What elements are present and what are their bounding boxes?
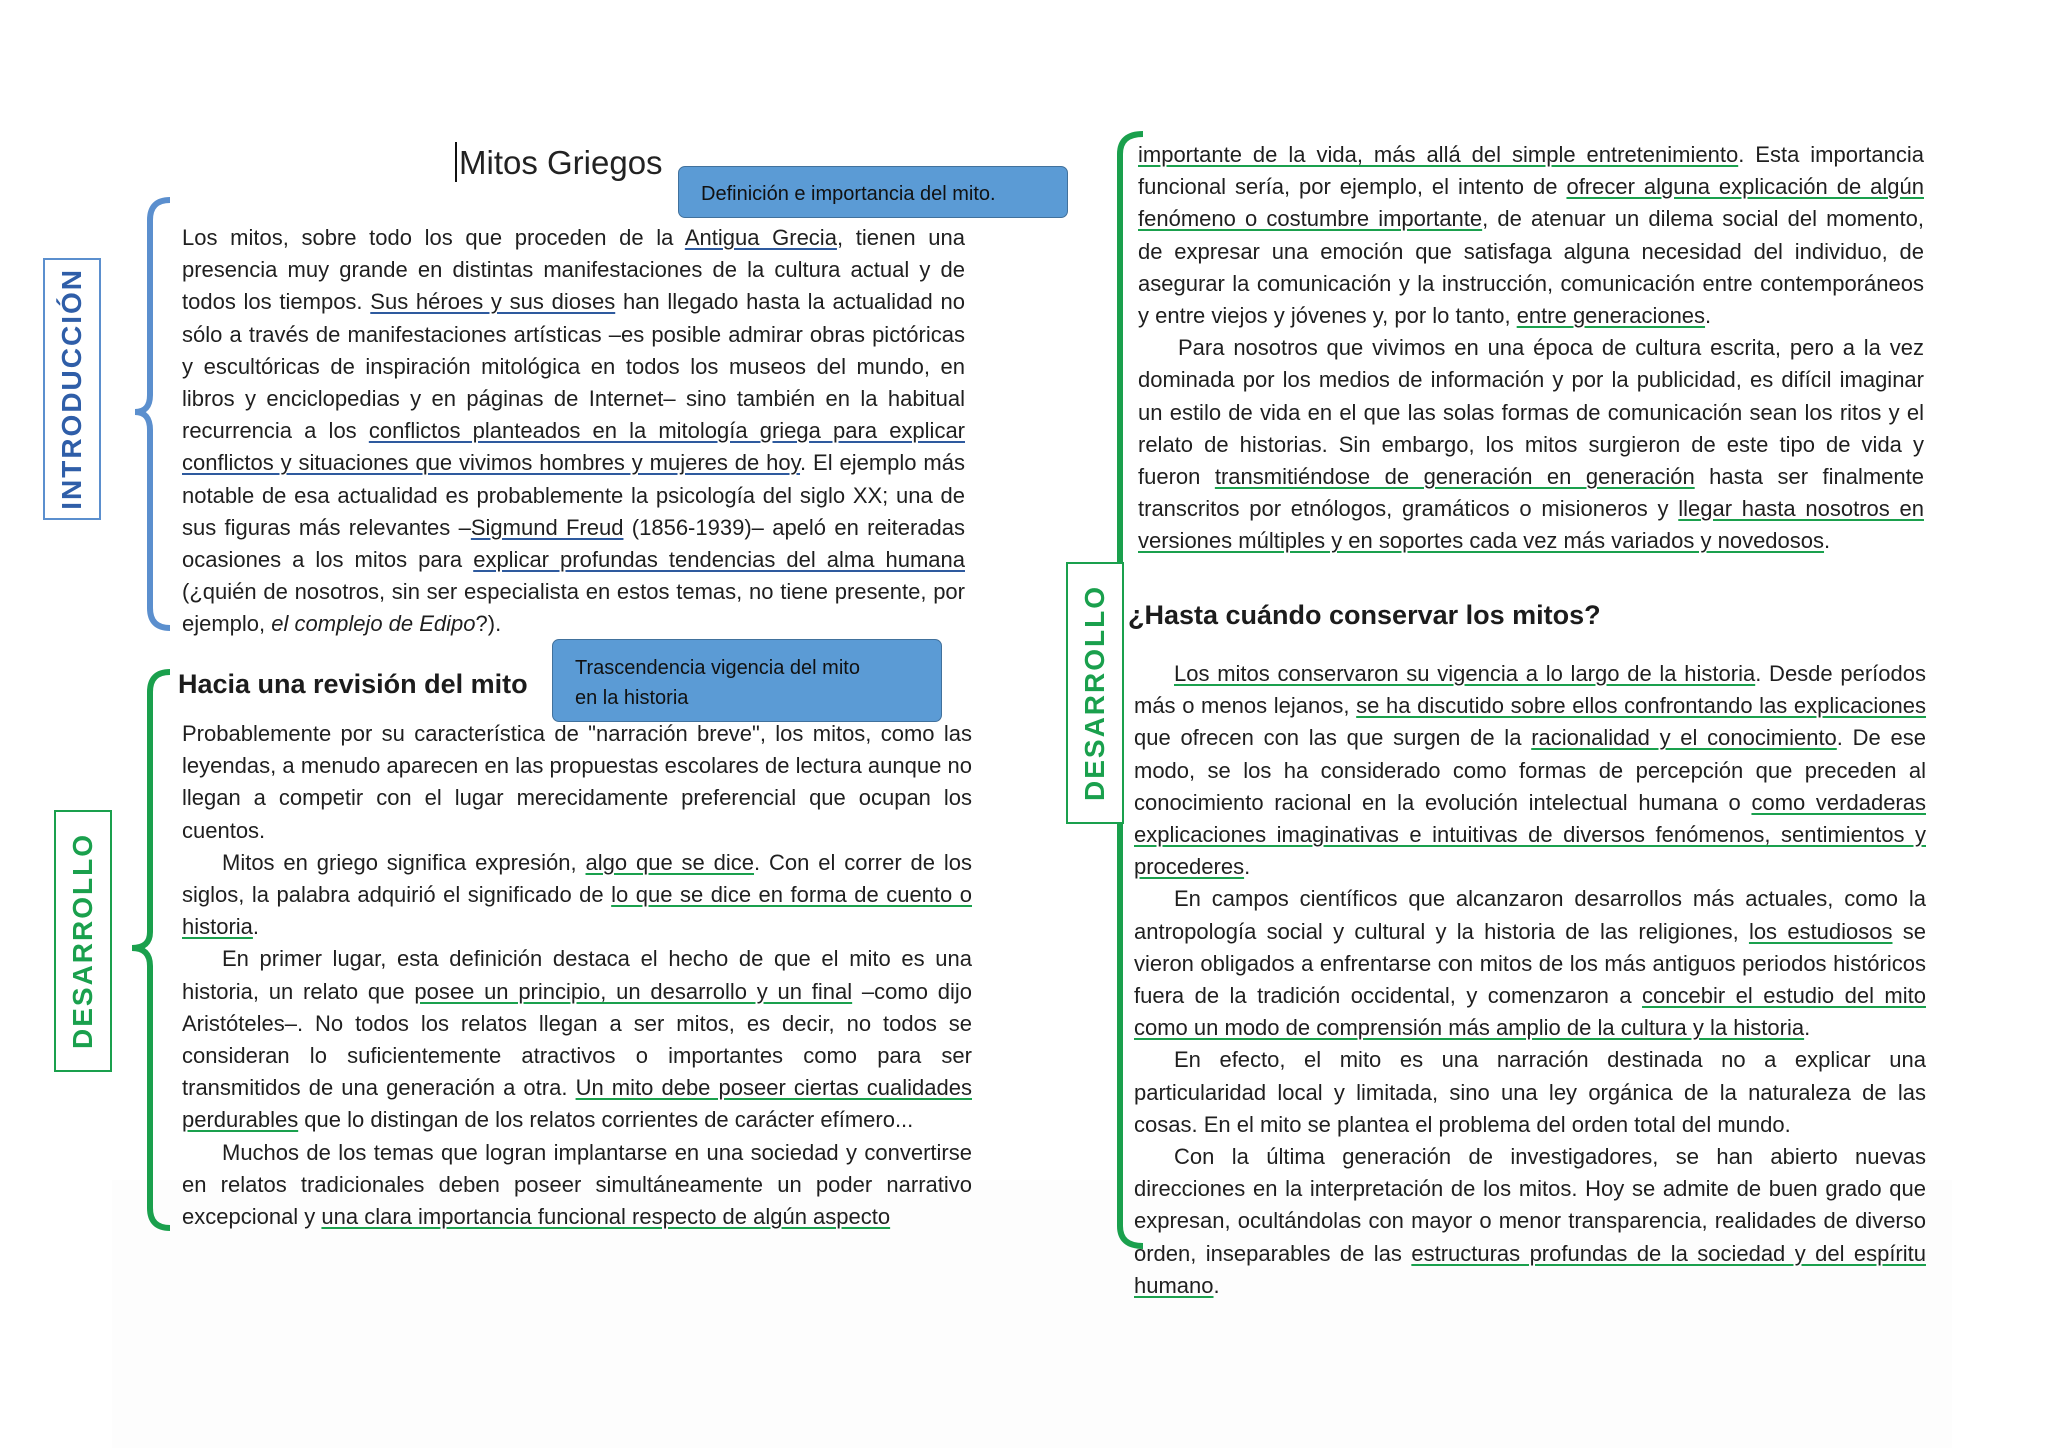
right-bottom-block bbox=[1134, 658, 1926, 1302]
right-paragraph-4: En campos científicos que alcanzaron desarrollos más actuales, como la antropología social y cultural y la historia de las religiones, los estudiosos se vieron obligados a enfrentarse con mitos de los más antiguos periodos históricos fuera de la tradición occidental, y comenzaron a concebir el estudio del mito como un modo de comprensión más amplio de la cultura y la historia. bbox=[1134, 886, 1926, 1041]
underline-conflictos: conflictos planteados en la mitología griega para explicar conflictos y situaciones que vivimos hombres y mujeres de hoy bbox=[182, 418, 965, 476]
underline-heroes-dioses: Sus héroes y sus dioses bbox=[370, 289, 616, 315]
intro-text-block bbox=[182, 222, 965, 641]
callout-definicion bbox=[678, 166, 1068, 218]
underline-antigua-grecia: Antigua Grecia bbox=[684, 225, 837, 250]
right-paragraph-6: Con la última generación de investigadores, se han abierto nuevas direcciones en la interpretación de los mitos. Hoy se admite de buen grado que expresan, ocultándolas con mayor o menor transparencia, realidades de diverso orden, inseparables de las estructuras profundas de la sociedad y del espíritu humano. bbox=[1134, 1144, 1926, 1298]
underline-transmitiendose: transmitiéndose de generación en generación bbox=[1214, 464, 1695, 490]
underline-importante-vida: importante de la vida, más allá del simple entretenimiento bbox=[1138, 142, 1739, 167]
right-paragraph-1: importante de la vida, más allá del simple entretenimiento. Esta importancia funcional sería, por ejemplo, el intento de ofrecer alguna explicación de algún fenómeno o costumbre importante, de atenuar un dilema social del momento, de expresar una emoción que satisfaga alguna necesidad del individuo, de asegurar la comunicación y la instrucción, comunicación entre contemporáneos y entre viejos y jóvenes y, por lo tanto, entre generaciones. bbox=[1138, 142, 1925, 329]
left-desarrollo-block bbox=[182, 718, 972, 1233]
underline-estructuras-profundas: estructuras profundas de la sociedad y del espíritu humano bbox=[1134, 1240, 1926, 1298]
edipo-emphasis: el complejo de Edipo bbox=[271, 611, 476, 637]
left-paragraph-1: Probablemente por su característica de "narración breve", los mitos, como las leyendas, a menudo aparecen en las propuestas escolares de lectura aunque no llegan a competir con el lugar merecidamente preferencial que ocupan los cuentos. bbox=[182, 721, 972, 843]
underline-explicaciones-imaginativas: como verdaderas explicaciones imaginativas e intuitivas de diversos fenómenos, sentimientos y procederes bbox=[1134, 789, 1926, 880]
callout-definicion-text: Definición e importancia del mito. bbox=[701, 183, 996, 205]
introduccion-label: INTRODUCCIÓN bbox=[43, 258, 101, 520]
underline-principio-final: posee un principio, un desarrollo y un final bbox=[414, 978, 853, 1004]
desarrollo-left-bracket bbox=[132, 672, 170, 1228]
callout-trascendencia-line1: Trascendencia vigencia del mito bbox=[575, 657, 860, 679]
callout-trascendencia bbox=[552, 639, 942, 722]
desarrollo-left-label: DESARROLLO bbox=[54, 810, 112, 1072]
underline-cualidades-perdurables: Un mito debe poseer ciertas cualidades perdurables bbox=[182, 1075, 972, 1133]
desarrollo-right-label: DESARROLLO bbox=[1066, 562, 1124, 824]
left-paragraph-2: Mitos en griego significa expresión, algo que se dice. Con el correr de los siglos, la palabra adquirió el significado de lo que se dice en forma de cuento o historia. bbox=[182, 849, 972, 940]
heading-revision-mito: Hacia una revisión del mito bbox=[178, 669, 528, 699]
right-paragraph-5: En efecto, el mito es una narración destinada no a explicar una particularidad local y limitada, sino una ley orgánica de la naturaleza de las cosas. En el mito se plantea el problema del orden total del mundo. bbox=[1134, 1047, 1926, 1137]
underline-estudiosos: los estudiosos bbox=[1748, 918, 1893, 944]
left-paragraph-3: En primer lugar, esta definición destaca el hecho de que el mito es una historia, un relato que posee un principio, un desarrollo y un final –como dijo Aristóteles–. No todos los relatos llegan a ser mitos, es decir, no todos se consideran lo suficientemente atractivos o importantes como para ser transmitidos de una generación a otra. Un mito debe poseer ciertas cualidades perdurables que lo distingan de los relatos corrientes de carácter efímero... bbox=[182, 946, 972, 1133]
page-title bbox=[455, 142, 663, 182]
underline-versiones-multiples: llegar hasta nosotros en versiones múltiples y en soportes cada vez más variados y novedosos bbox=[1138, 496, 1924, 554]
underline-alma-humana: explicar profundas tendencias del alma humana bbox=[473, 547, 965, 573]
callout-trascendencia-line2: en la historia bbox=[575, 687, 689, 709]
right-paragraph-3: Los mitos conservaron su vigencia a lo largo de la historia. Desde períodos más o menos lejanos, se ha discutido sobre ellos confrontando las explicaciones que ofrecen con las que surgen de la racionalidad y el conocimiento. De ese modo, se los ha considerado como formas de percepción que preceden al conocimiento racional en la evolución intelectual humana o como verdaderas explicaciones imaginativas e intuitivas de diversos fenómenos, sentimientos y procederes. bbox=[1134, 661, 1927, 880]
underline-freud: Sigmund Freud bbox=[470, 514, 624, 540]
heading-conservar-mitos: ¿Hasta cuándo conservar los mitos? bbox=[1128, 600, 1601, 630]
underline-vigencia-historia: Los mitos conservaron su vigencia a lo largo de la historia bbox=[1174, 661, 1756, 686]
text-caret bbox=[455, 142, 457, 182]
underline-importancia-funcional: una clara importancia funcional respecto de algún aspecto bbox=[321, 1204, 891, 1230]
page-title-text: Mitos Griegos bbox=[459, 144, 663, 181]
intro-paragraph: Los mitos, sobre todo los que proceden de la Antigua Grecia, tienen una presencia muy grande en distintas manifestaciones de la cultura actual y de todos los tiempos. Sus héroes y sus dioses han llegado hasta la actualidad no sólo a través de manifestaciones artísticas –es posible admirar obras pictóricas y escultóricas de inspiración mitológica en todos los museos del mundo, en libros y enciclopedias y en páginas de Internet– sino también en la habitual recurrencia a los conflictos planteados en la mitología griega para explicar conflictos y situaciones que vivimos hombres y mujeres de hoy. El ejemplo más notable de esa actualidad es probablemente la psicología del siglo XX; una de sus figuras más relevantes –Sigmund Freud (1856-1939)– apeló en reiteradas ocasiones a los mitos para explicar profundas tendencias del alma humana (¿quién de nosotros, sin ser especialista en estos temas, no tiene presente, por ejemplo, el complejo de Edipo?). bbox=[182, 225, 966, 637]
underline-racionalidad: racionalidad y el conocimiento bbox=[1531, 725, 1837, 751]
underline-entre-generaciones: entre generaciones bbox=[1516, 303, 1706, 329]
intro-bracket bbox=[135, 200, 170, 628]
right-top-block bbox=[1138, 139, 1924, 558]
underline-confrontando: se ha discutido sobre ellos confrontando las explicaciones bbox=[1356, 693, 1927, 719]
underline-ofrecer-explicacion: ofrecer alguna explicación de algún fenómeno o costumbre importante bbox=[1138, 174, 1924, 232]
right-paragraph-2: Para nosotros que vivimos en una época de cultura escrita, pero a la vez dominada por los medios de información y por la publicidad, es difícil imaginar un estilo de vida en el que las solas formas de comunicación sean los ritos y el relato de historias. Sin embargo, los mitos surgieron de este tipo de vida y fueron transmitiéndose de generación en generación hasta ser finalmente transcritos por etnólogos, gramáticos o misioneros y llegar hasta nosotros en versiones múltiples y en soportes cada vez más variados y novedosos. bbox=[1138, 335, 1924, 554]
underline-algo-que-se-dice: algo que se dice bbox=[585, 849, 755, 875]
underline-estudio-mito: concebir el estudio del mito como un modo de comprensión más amplio de la cultura y la historia bbox=[1134, 983, 1926, 1041]
left-paragraph-4: Muchos de los temas que logran implantarse en una sociedad y convertirse en relatos tradicionales deben poseer simultáneamente un poder narrativo excepcional y una clara importancia funcional respecto de algún aspecto bbox=[182, 1139, 972, 1230]
underline-forma-cuento: lo que se dice en forma de cuento o historia bbox=[182, 882, 972, 940]
